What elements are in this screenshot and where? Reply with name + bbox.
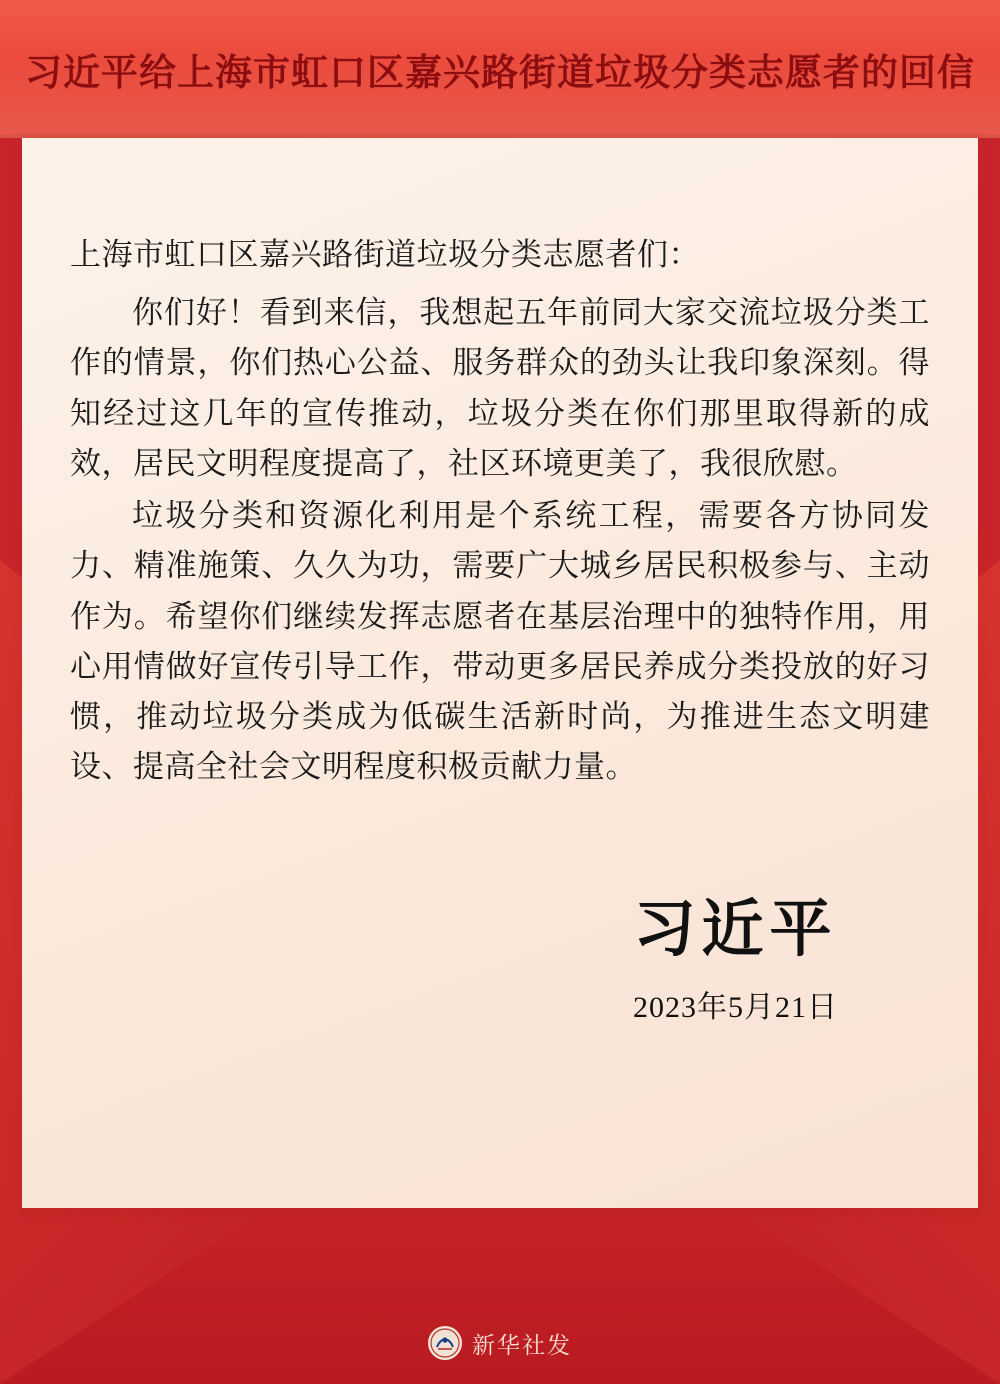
signature-block — [633, 892, 838, 1026]
footer-credit — [0, 1326, 1000, 1360]
signature-date: 2023年5月21日 — [633, 991, 838, 1024]
credit-text: 新华社发 — [472, 1332, 572, 1359]
letter-paragraph-2: 垃圾分类和资源化利用是个系统工程，需要各方协同发力、精准施策、久久为功，需要广大城乡居民积极参与、主动作为。希望你们继续发挥志愿者在基层治理中的独特作用，用心用情做好宣传引导工作，带动更多居民养成分类投放的好习惯，推动垃圾分类成为低碳生活新时尚，为推进生态文明建设、提高全社会文明程度积极贡献力量。 — [70, 498, 930, 786]
signature-name: 习近平 — [633, 892, 838, 965]
letter-salutation: 上海市虹口区嘉兴路街道垃圾分类志愿者们： — [70, 237, 700, 273]
page-title: 习近平给上海市虹口区嘉兴路街道垃圾分类志愿者的回信 — [25, 50, 975, 94]
letter-paper — [22, 138, 978, 1208]
xinhua-logo-icon — [428, 1326, 462, 1360]
letter-body — [70, 230, 930, 792]
letter-paragraph-1: 你们好！看到来信，我想起五年前同大家交流垃圾分类工作的情景，你们热心公益、服务群众的劲头让我印象深刻。得知经过这几年的宣传推动，垃圾分类在你们那里取得新的成效，居民文明程度提高了，社区环境更美了，我很欣慰。 — [70, 295, 930, 482]
